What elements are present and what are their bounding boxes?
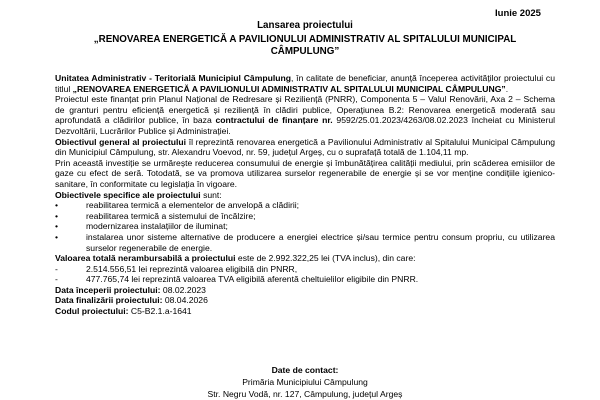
announcement-heading: Lansarea proiectului [257, 20, 353, 31]
beneficiary-name: Unitatea Administrativ - Teritorială Municipiul Câmpulung [55, 73, 291, 83]
specific-objectives-label: Obiectivele specifice ale proiectului [55, 189, 201, 200]
list-item [55, 211, 555, 222]
end-date-line [55, 295, 555, 306]
total-value-label: Valoarea totală nerambursabilă a proiectului [55, 253, 236, 264]
contact-title: Date de contact: [271, 365, 339, 375]
value-item-text: 477.765,74 lei reprezintă valoarea TVA eligibilă aferentă cheltuielilor eligibile din PNRR. [86, 274, 419, 285]
list-item [55, 221, 555, 232]
total-value-text: este de 2.992.322,25 lei (TVA inclus), din care: [235, 253, 416, 264]
project-code-line [55, 306, 555, 317]
general-objective-label: Obiectivul general al proiectului [55, 136, 187, 147]
end-date-value: 08.04.2026 [162, 295, 208, 306]
objective-text: modernizarea instalațiilor de iluminat; [86, 221, 228, 232]
dash-icon: - [55, 263, 58, 274]
bullet-icon: • [55, 210, 59, 221]
specific-objectives-suffix: sunt: [200, 189, 222, 200]
bullet-icon: • [55, 200, 59, 211]
list-item [55, 200, 555, 211]
project-title-line: CÂMPULUNG” [270, 46, 340, 57]
contract-label: contractului de finanțare nr. [215, 115, 333, 126]
start-date-line [55, 285, 555, 296]
project-code-value: C5-B2.1.a-1641 [128, 306, 192, 317]
project-title [55, 34, 555, 58]
general-objective-paragraph [55, 137, 555, 158]
total-value-paragraph [55, 253, 555, 264]
list-item [55, 232, 555, 253]
contract-details: 9592/25.01.2023/4263/08.02.2023 încheiat cu Ministerul Dezvoltării, Lucrărilor Publice și Administrației. [55, 115, 556, 136]
contact-organization: Primăria Municipiului Câmpulung [242, 377, 368, 387]
announcement-body [55, 73, 555, 317]
contact-address: Str. Negru Vodă, nr. 127, Câmpulung, județul Argeș [207, 389, 403, 399]
bullet-icon: • [55, 231, 59, 242]
start-date-label: Data începerii proiectului: [55, 284, 161, 295]
intro-paragraph [55, 73, 555, 94]
start-date-value: 08.02.2023 [160, 284, 206, 295]
list-item [55, 264, 555, 275]
intro-project-title: „RENOVAREA ENERGETICĂ A PAVILIONULUI ADMINISTRATIV AL SPITALULUI MUNICIPAL CÂMPULUNG” [72, 83, 506, 94]
value-item-text: 2.514.556,51 lei reprezintă valoarea eligibilă din PNRR, [86, 263, 298, 274]
objective-text: reabilitarea termică a elementelor de anvelopă a clădirii; [86, 200, 300, 211]
general-objective-text: îl reprezintă renovarea energetică a Pavilionului Administrativ al Spitalului Municipal Câmpulung din Municipiul Câmpulung, str. Alexandru Voevod, nr. 59, județul Argeș, cu o suprafață totală de 1.104,11 mp. [55, 136, 556, 158]
list-item [55, 274, 555, 285]
financing-paragraph [55, 94, 555, 136]
specific-objectives-heading [55, 190, 555, 201]
project-code-label: Codul proiectului: [55, 306, 129, 317]
announcement-date: Iunie 2025 [495, 8, 541, 19]
project-title-line: „RENOVAREA ENERGETICĂ A PAVILIONULUI ADMINISTRATIV AL SPITALULUI MUNICIPAL [93, 34, 517, 45]
intro-text: , în calitate de beneficiar, anunță începerea activităților proiectului cu titlul [55, 73, 556, 94]
dash-icon: - [55, 274, 58, 285]
investment-paragraph: Prin această investiție se urmărește reducerea consumului de energie și îmbunătățirea calității mediului, prin scăderea emisiilor de gaze cu efect de seră. Totodată, se va promova utilizarea surselor regenerabile de energie și se vor menține condițiile igienico-sanitare, în conformitate cu legislația în vigoare. [55, 157, 555, 189]
financing-text: Proiectul este finanțat prin Planul Național de Redresare și Reziliență (PNRR), Componenta 5 – Valul Renovării, Axa 2 – Schema de granturi pentru eficiență energetică și reziliență în clădiri publice, Operațiunea B.2: Renovarea energetică moderată sau aprofundată a clădirilor publice, în baza [55, 94, 555, 126]
bullet-icon: • [55, 221, 59, 232]
objective-text: reabilitarea termică a sistemului de încălzire; [86, 210, 256, 221]
objective-text: instalarea unor sisteme alternative de producere a energiei electrice și/sau termice pentru consum propriu, cu utilizarea surselor regenerabile de energie. [86, 231, 555, 253]
intro-end: . [505, 83, 509, 94]
end-date-label: Data finalizării proiectului: [55, 295, 163, 306]
